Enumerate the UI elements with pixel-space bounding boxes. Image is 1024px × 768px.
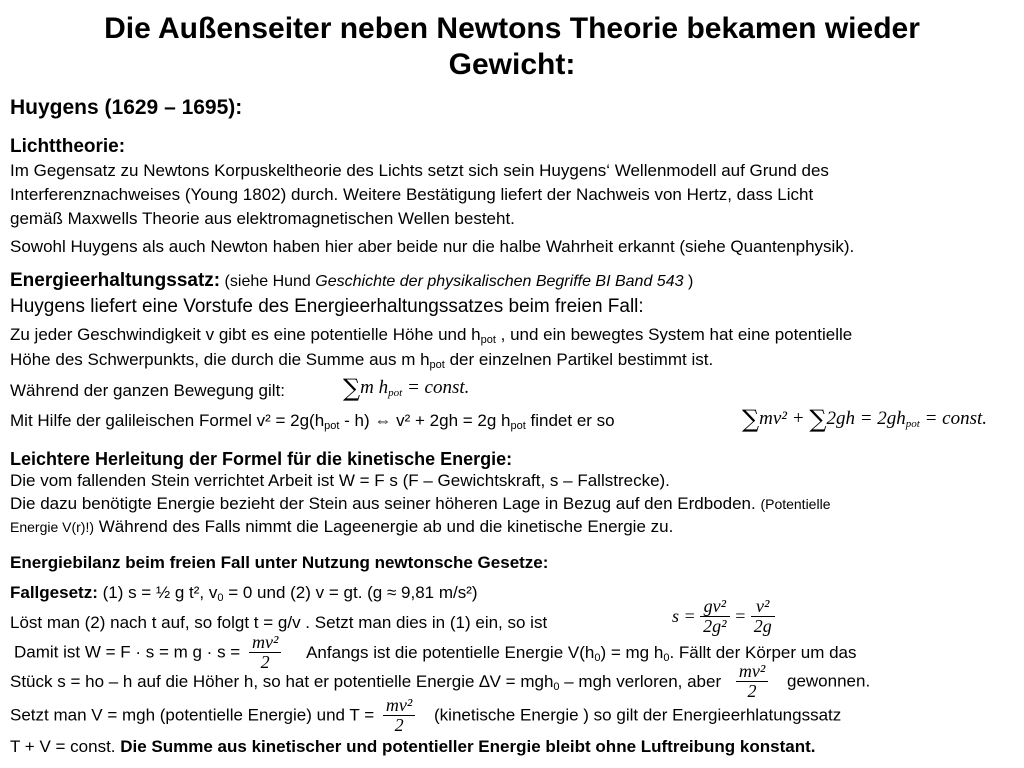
bilanz-heading: Energiebilanz beim freien Fall unter Nutzung newtonsche Gesetze: [10,553,549,572]
formula-sum-mh: ∑m $h_{pot}$ = const. [343,374,470,402]
setzt-line: Setzt man V = mgh (potentielle Energie) und T = $\frac{\text{mv²}}{2}$ (kinetische Energie ) so gilt der Energieerhlatungssatz [10,695,842,735]
licht-line-1: Im Gegensatz zu Newtons Korpuskeltheorie des Lichts setzt sich sein Huygens‘ Wellenmodell auf Grund des [10,161,829,180]
energie-line-5: Mit Hilfe der galileischen Formel $v^2 = 2g(h_{pot} - h)$ ⇔ v² + 2gh = 2g $h_{pot}$ findet er so [10,411,615,432]
formula-s: s = $\frac{\text{gv²}}{\text{2g²}}$ = $\frac{\text{v²}}{2g}$ [672,597,775,636]
herleitung-line-1: Die vom fallenden Stein verrichtet Arbeit ist W = F s (F – Gewichtskraft, s – Fallstrecke). [10,471,670,490]
energie-ref-post: ) [683,273,694,290]
energie-line-4: Während der ganzen Bewegung gilt: [10,381,286,400]
energie-line-2: Zu jeder Geschwindigkeit v gibt es eine potentielle Höhe und $h_{pot}$ , und ein bewegtes System hat eine potentielle [10,325,853,346]
herleitung-line-2: Die dazu benötigte Energie bezieht der Stein aus seiner höheren Lage in Bezug auf den Erdboden. (Potentielle [10,494,831,513]
page-title-line2: Gewicht: [448,48,576,81]
huygens-heading: Huygens (1629 – 1695): [10,96,243,119]
page-title-line1: Die Außenseiter neben Newtons Theorie bekamen wieder [104,12,920,45]
licht-heading: Lichttheorie: [10,136,126,157]
energie-line-1: Huygens liefert eine Vorstufe des Energieerhaltungssatzes beim freien Fall: [10,296,644,317]
licht-line-2: Interferenznachweises (Young 1802) durch. Weitere Bestätigung liefert der Nachweis von Hertz, dass Licht [10,185,814,204]
energie-ref-pre: (siehe Hund [220,273,316,290]
stueck-line: Stück s = ho – h auf die Höher h, so hat er potentielle Energie ∆V = mgh$_0$ – mgh verloren, aber $\frac{\text{mv²}}{2}$ gewonnen. [10,661,871,701]
herleitung-line-3: Energie V(r)!) Während des Falls nimmt die Lageenergie ab und die kinetische Energie zu. [10,517,674,536]
energie-heading-line [10,270,693,292]
energie-line-3: Höhe des Schwerpunkts, die durch die Summe aus m $h_{pot}$ der einzelnen Partikel bestimmt ist. [10,350,714,371]
energie-ref-book: Geschichte der physikalischen Begriffe BI Band 543 [315,273,684,290]
loest-line: Löst man (2) nach t auf, so folgt t = g/v . Setzt man dies in (1) ein, so ist [10,613,548,632]
energie-heading: Energieerhaltungssatz: [10,270,221,291]
herleitung-heading: Leichtere Herleitung der Formel für die kinetische Energie: [10,449,513,469]
fallgesetz-line: Fallgesetz: (1) s = ½ g t², $v_0 = 0$ und (2) v = gt. (g ≈ 9,81 m/s²) [10,583,478,604]
licht-line-4: Sowohl Huygens als auch Newton haben hier aber beide nur die halbe Wahrheit erkannt (siehe Quantenphysik). [10,237,855,256]
damit-line: Damit ist W = F · s = m g · s = $\frac{\text{mv²}}{2}$ Anfangs ist die potentielle Energie $V(h_0)$ = mg $h_0$. Fällt der Körper um das [14,632,857,672]
final-line: T + V = const. Die Summe aus kinetischer und potentieller Energie bleibt ohne Luftreibung konstant. [10,737,816,756]
licht-line-3: gemäß Maxwells Theorie aus elektromagnetischen Wellen besteht. [10,209,515,228]
formula-energy-conservation: $\sum mv^2 + \sum 2gh = 2gh_{pot}$ = const. [742,405,988,433]
